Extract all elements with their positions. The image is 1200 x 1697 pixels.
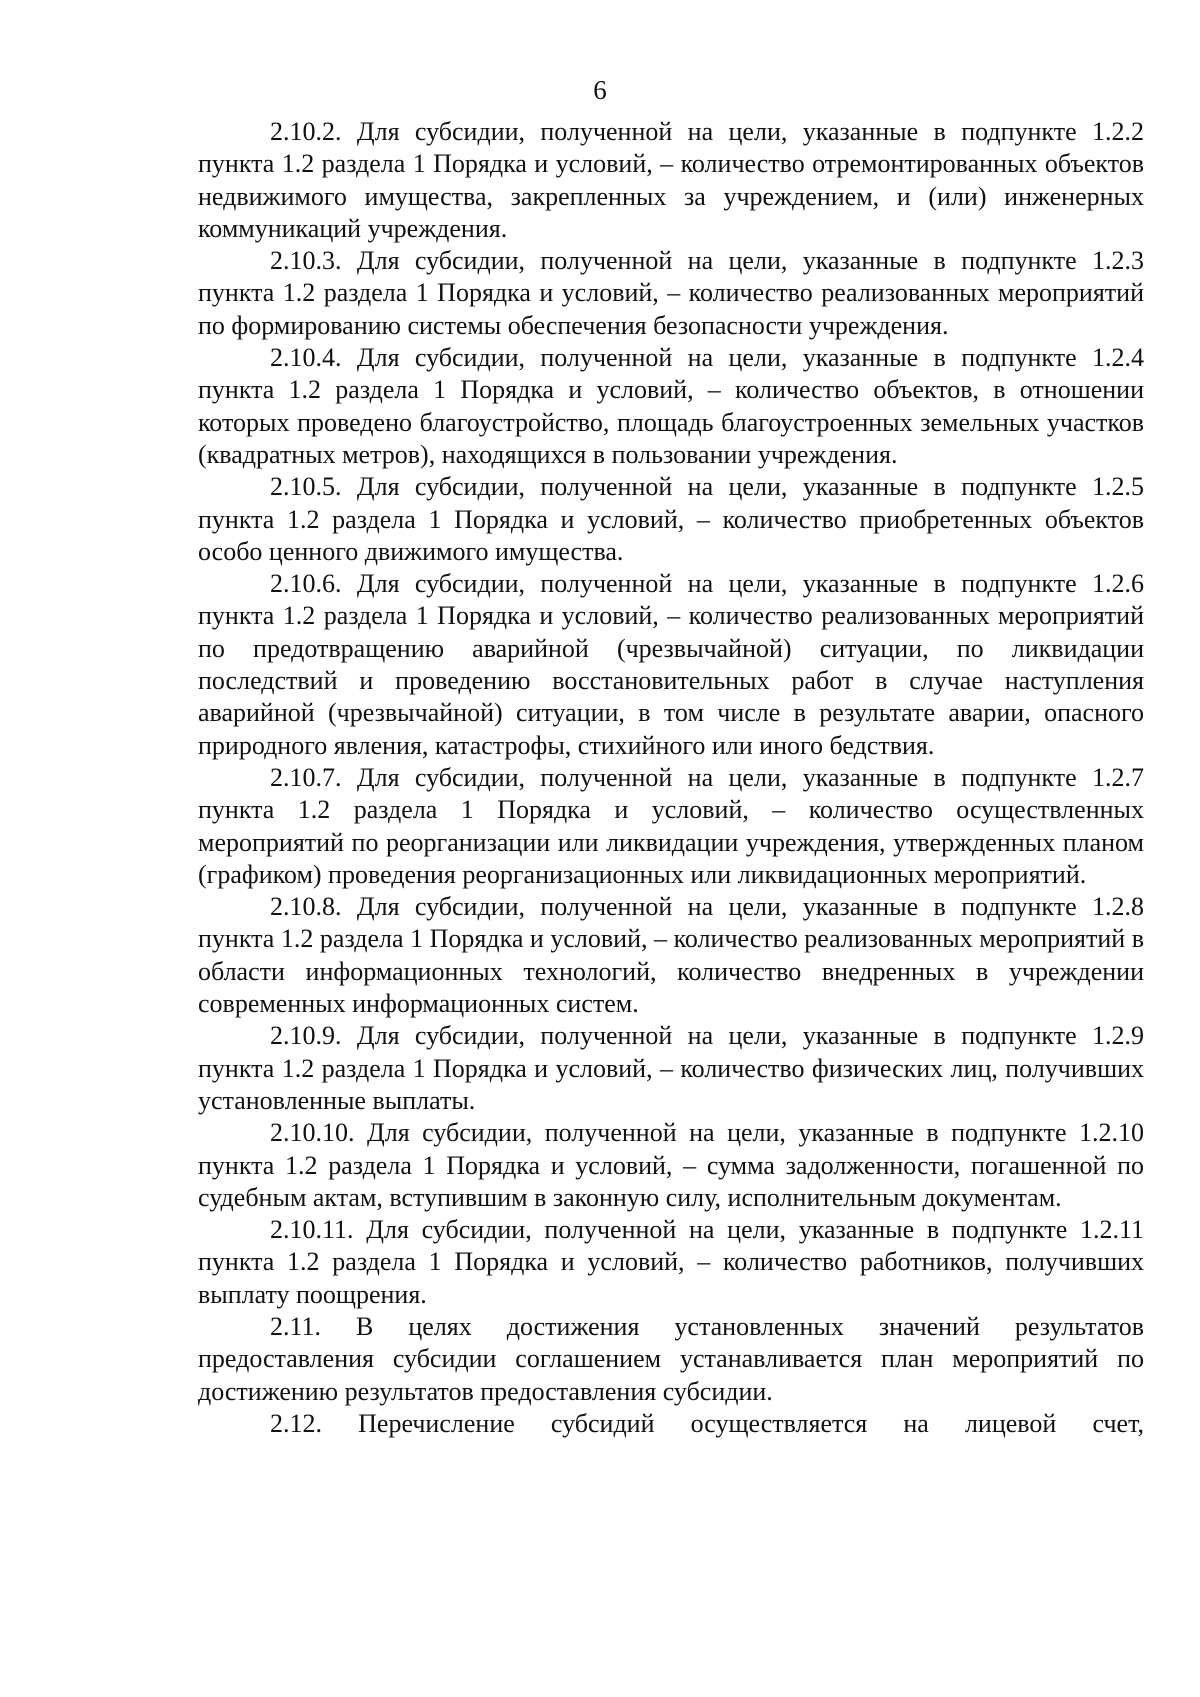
paragraph-2-10-4: 2.10.4. Для субсидии, полученной на цели, указанные в подпункте 1.2.4 пункта 1.2 раздела 1 Порядка и условий, – количество объектов, в отношении которых проведено благоустройство, площадь благоустроенных земельных участков (квадратных метров), находящихся в пользовании учреждения. [198,343,1144,469]
paragraph-2-10-8: 2.10.8. Для субсидии, полученной на цели, указанные в подпункте 1.2.8 пункта 1.2 раздела 1 Порядка и условий, – количество реализованных мероприятий в области информационных технологий, количество внедренных в учреждении современных информационных систем. [198,892,1144,1019]
paragraph-2-10-11: 2.10.11. Для субсидии, полученной на цели, указанные в подпункте 1.2.11 пункта 1.2 раздела 1 Порядка и условий, – количество работников, получивших выплату поощрения. [198,1215,1144,1309]
document-body [198,116,1144,1440]
paragraph-2-10-7: 2.10.7. Для субсидии, полученной на цели, указанные в подпункте 1.2.7 пункта 1.2 раздела 1 Порядка и условий, – количество осуществленных мероприятий по реорганизации или ликвидации учреждения, утвержденных планом (графиком) проведения реорганизационных или ликвидационных мероприятий. [198,762,1144,889]
paragraph-2-10-6: 2.10.6. Для субсидии, полученной на цели, указанные в подпункте 1.2.6 пункта 1.2 раздела 1 Порядка и условий, – количество реализованных мероприятий по предотвращению аварийной (чрезвычайной) ситуации, по ликвидации последствий и проведению восстановительных работ в случае наступления аварийной (чрезвычайной) ситуации, в том числе в результате аварии, опасного природного явления, катастрофы, стихийного или иного бедствия. [198,569,1144,760]
paragraph-2-10-10: 2.10.10. Для субсидии, полученной на цели, указанные в подпункте 1.2.10 пункта 1.2 раздела 1 Порядка и условий, – сумма задолженности, погашенной по судебным актам, вступившим в законную силу, исполнительным документам. [198,1118,1144,1212]
paragraph-2-10-9: 2.10.9. Для субсидии, полученной на цели, указанные в подпункте 1.2.9 пункта 1.2 раздела 1 Порядка и условий, – количество физических лиц, получивших установленные выплаты. [198,1021,1144,1115]
paragraph-2-12: 2.12. Перечисление субсидий осуществляется на лицевой счет, [270,1408,1144,1438]
page-number: 6 [593,75,607,105]
paragraph-2-10-3: 2.10.3. Для субсидии, полученной на цели, указанные в подпункте 1.2.3 пункта 1.2 раздела 1 Порядка и условий, – количество реализованных мероприятий по формированию системы обеспечения безопасности учреждения. [198,246,1144,340]
paragraph-2-11: 2.11. В целях достижения установленных значений результатов предоставления субсидии соглашением устанавливается план мероприятий по достижению результатов предоставления субсидии. [198,1311,1144,1406]
paragraph-2-10-5: 2.10.5. Для субсидии, полученной на цели, указанные в подпункте 1.2.5 пункта 1.2 раздела 1 Порядка и условий, – количество приобретенных объектов особо ценного движимого имущества. [198,472,1144,566]
paragraph-2-10-2: 2.10.2. Для субсидии, полученной на цели, указанные в подпункте 1.2.2 пункта 1.2 раздела 1 Порядка и условий, – количество отремонтированных объектов недвижимого имущества, закрепленных за учреждением, и (или) инженерных коммуникаций учреждения. [198,117,1144,243]
